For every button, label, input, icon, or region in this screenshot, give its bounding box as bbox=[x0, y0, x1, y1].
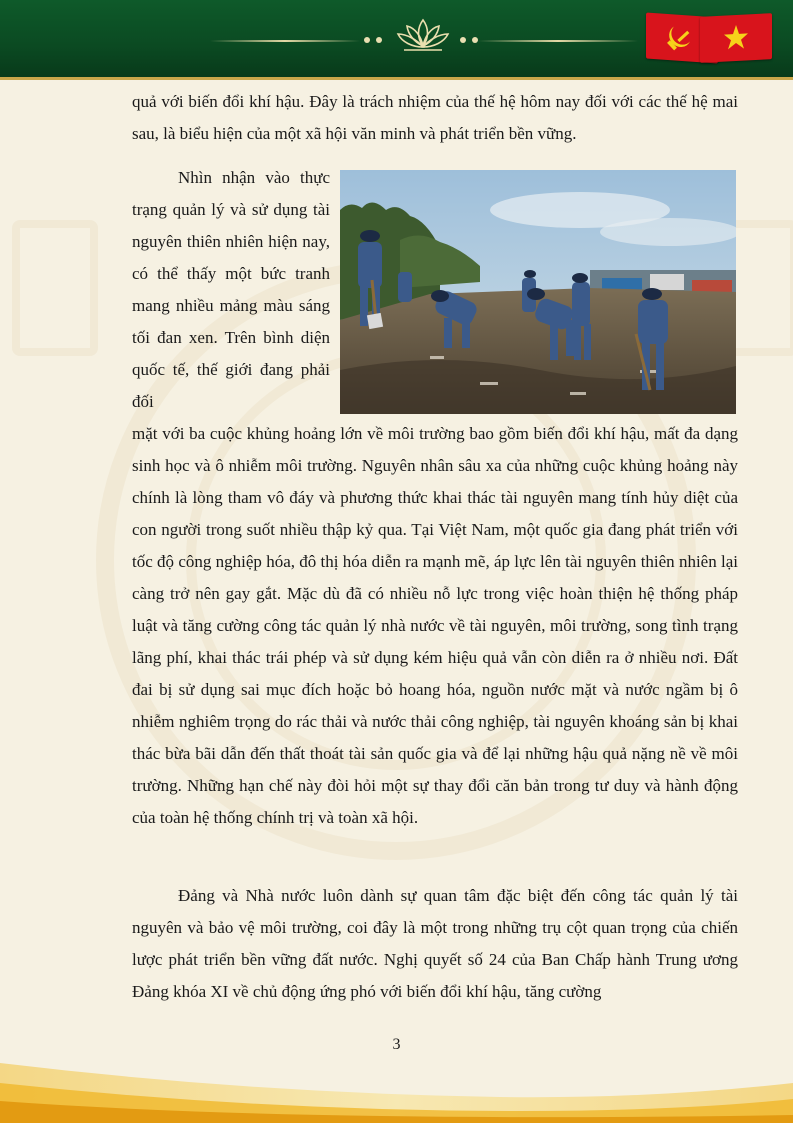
header-ornament-line-right bbox=[478, 40, 638, 42]
watermark-ornament-left bbox=[12, 220, 98, 356]
paragraph-wrap-text: Nhìn nhận vào thực trạng quản lý và sử dụng tài nguyên thiên nhiên hiện nay, có thể thấy một bức tranh mang nhiều mảng màu sáng tối đan xen. Trên bình diện quốc tế, thế giới đang phải đối bbox=[132, 168, 330, 411]
page-number: 3 bbox=[392, 1036, 401, 1053]
header-dot bbox=[460, 37, 466, 43]
paragraph-continuation: mặt với ba cuộc khủng hoảng lớn về môi trường bao gồm biến đổi khí hậu, mất đa dạng sinh học và ô nhiễm môi trường. Nguyên nhân sâu xa của những cuộc khủng hoảng này chính là lòng tham vô đáy và phương thức khai thác tài nguyên mang tính hủy diệt của con người trong suốt nhiều thập kỷ qua. Tại Việt Nam, một quốc gia đang phát triển với tốc độ công nghiệp hóa, đô thị hóa diễn ra mạnh mẽ, áp lực lên tài nguyên thiên nhiên lại càng trở nên gay gắt. Mặc dù đã có nhiều nỗ lực trong việc hoàn thiện hệ thống pháp luật và tăng cường công tác quản lý nhà nước về tài nguyên, môi trường, song tình trạng lãng phí, khai thác trái phép và sử dụng kém hiệu quả vẫn còn diễn ra ở nhiều nơi. Đất đai bị sử dụng sai mục đích hoặc bỏ hoang hóa, nguồn nước mặt và nước ngầm bị ô nhiễm nghiêm trọng do rác thải và nước thải công nghiệp, tài nguyên khoáng sản bị khai thác bừa bãi dẫn đến thất thoát tài sản quốc gia và để lại những hậu quả nặng nề về môi trường. Những hạn chế này đòi hỏi một sự thay đổi căn bản trong tư duy và hành động của toàn hệ thống chính trị và toàn xã hội. bbox=[132, 424, 738, 827]
photo-shoreline-cleanup bbox=[340, 170, 736, 414]
footer-gold-swoosh bbox=[0, 1053, 793, 1123]
header-dot bbox=[376, 37, 382, 43]
national-flag bbox=[700, 13, 772, 63]
paragraph-last bbox=[132, 880, 738, 1008]
paragraph-last-text: Đảng và Nhà nước luôn dành sự quan tâm đặc biệt đến công tác quản lý tài nguyên và bảo vệ môi trường, coi đây là một trong những trụ cột quan trọng của chiến lược phát triển bền vững đất nước. Nghị quyết số 24 của Ban Chấp hành Trung ương Đảng khóa XI về chủ động ứng phó với biến đổi khí hậu, tăng cường bbox=[132, 886, 738, 1001]
lotus-icon bbox=[392, 14, 454, 54]
star-icon bbox=[700, 13, 772, 63]
paragraph-wrap bbox=[132, 162, 330, 418]
photo-illustration bbox=[340, 170, 736, 414]
page-header-band bbox=[0, 0, 793, 80]
paragraph-intro: quả với biến đổi khí hậu. Đây là trách nhiệm của thế hệ hôm nay đối với các thế hệ mai sau, là biểu hiện của một xã hội văn minh và phát triển bền vững. bbox=[132, 92, 738, 143]
header-dot bbox=[364, 37, 370, 43]
header-ornament-line-left bbox=[210, 40, 360, 42]
